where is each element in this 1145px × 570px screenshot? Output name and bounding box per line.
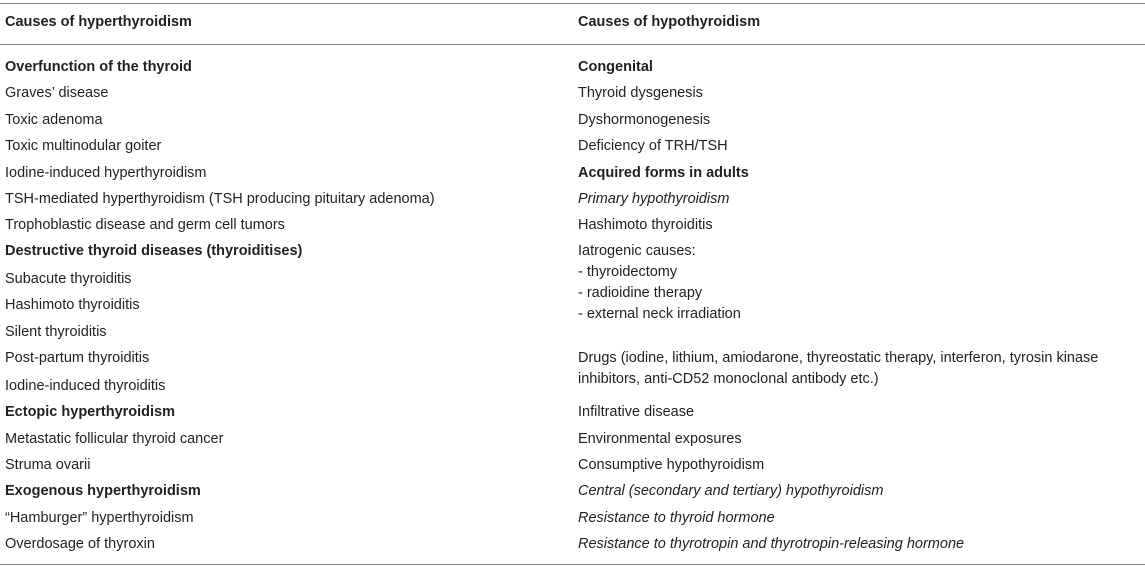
section-congenital: Congenital xyxy=(578,59,653,75)
cell-drugs xyxy=(578,348,1098,390)
iatrogenic-item: - external neck irradiation xyxy=(578,306,741,322)
section-ectopic: Ectopic hyperthyroidism xyxy=(5,404,176,420)
cell-resistance-trh: Resistance to thyrotropin and thyrotropin-releasing hormone xyxy=(578,536,965,552)
cell-tsh-mediated: TSH-mediated hyperthyroidism (TSH producing pituitary adenoma) xyxy=(5,191,435,207)
cell-toxic-goiter: Toxic multinodular goiter xyxy=(5,138,162,154)
cell-postpartum: Post-partum thyroiditis xyxy=(5,350,150,366)
cell-metastatic: Metastatic follicular thyroid cancer xyxy=(5,431,224,447)
section-acquired: Acquired forms in adults xyxy=(578,165,749,181)
cell-hashimoto-left: Hashimoto thyroiditis xyxy=(5,297,140,313)
header-hypothyroidism: Causes of hypothyroidism xyxy=(578,14,761,30)
cell-hashimoto-right: Hashimoto thyroiditis xyxy=(578,217,713,233)
section-exogenous: Exogenous hyperthyroidism xyxy=(5,483,201,499)
cell-dysgenesis: Thyroid dysgenesis xyxy=(578,85,703,101)
iatrogenic-item: - radioidine therapy xyxy=(578,285,703,301)
cell-silent: Silent thyroiditis xyxy=(5,324,107,340)
cell-dyshormonogenesis: Dyshormonogenesis xyxy=(578,112,711,128)
drugs-line: Drugs (iodine, lithium, amiodarone, thyreostatic therapy, interferon, tyrosin kinase xyxy=(578,350,1099,366)
iatrogenic-item: - thyroidectomy xyxy=(578,264,678,280)
header-rule xyxy=(0,44,1145,45)
drugs-line: inhibitors, anti-CD52 monoclonal antibody etc.) xyxy=(578,371,879,387)
cell-hamburger: “Hamburger” hyperthyroidism xyxy=(5,510,194,526)
cell-resistance-hormone: Resistance to thyroid hormone xyxy=(578,510,775,526)
cell-deficiency: Deficiency of TRH/TSH xyxy=(578,138,728,154)
cell-infiltrative: Infiltrative disease xyxy=(578,404,695,420)
cell-consumptive: Consumptive hypothyroidism xyxy=(578,457,765,473)
cell-central: Central (secondary and tertiary) hypothyroidism xyxy=(578,483,884,499)
cell-struma: Struma ovarii xyxy=(5,457,91,473)
table-bottom-rule xyxy=(0,564,1145,565)
cell-overdosage: Overdosage of thyroxin xyxy=(5,536,155,552)
cell-iodine-hyper: Iodine-induced hyperthyroidism xyxy=(5,165,207,181)
section-destructive: Destructive thyroid diseases (thyroiditises) xyxy=(5,243,303,259)
cell-iodine-thyroiditis: Iodine-induced thyroiditis xyxy=(5,378,166,394)
cell-iatrogenic xyxy=(578,241,741,325)
cell-toxic-adenoma: Toxic adenoma xyxy=(5,112,103,128)
iatrogenic-heading: Iatrogenic causes: xyxy=(578,243,696,259)
cell-primary: Primary hypothyroidism xyxy=(578,191,730,207)
cell-environmental: Environmental exposures xyxy=(578,431,742,447)
section-overfunction: Overfunction of the thyroid xyxy=(5,59,192,75)
cell-graves: Graves’ disease xyxy=(5,85,109,101)
cell-trophoblastic: Trophoblastic disease and germ cell tumors xyxy=(5,217,285,233)
header-hyperthyroidism: Causes of hyperthyroidism xyxy=(5,14,192,30)
cell-subacute: Subacute thyroiditis xyxy=(5,271,132,287)
table-top-rule xyxy=(0,3,1145,4)
